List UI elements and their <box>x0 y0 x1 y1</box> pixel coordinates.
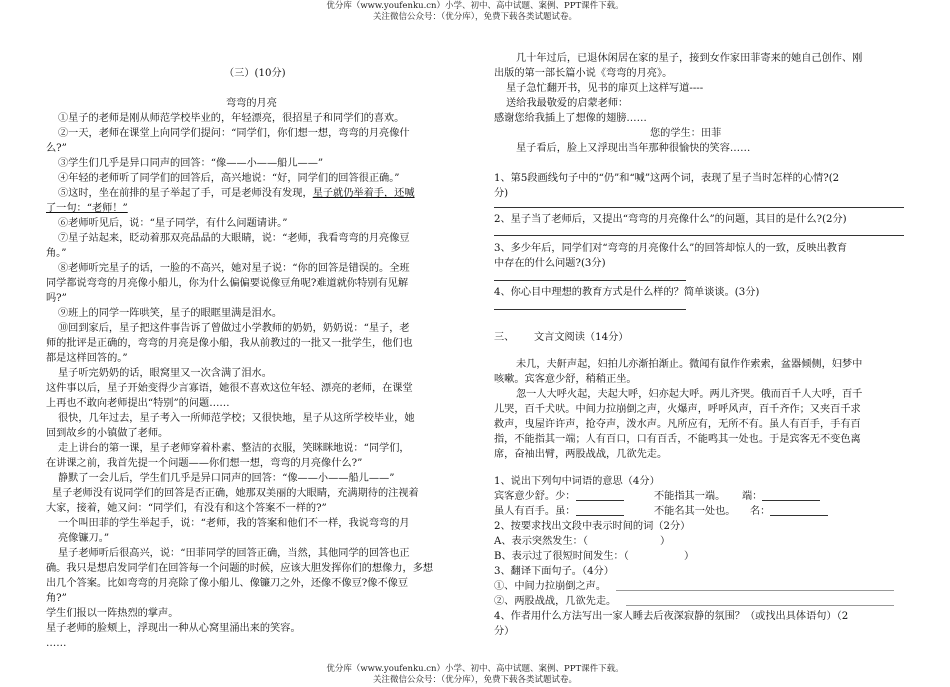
ellipsis: …… <box>46 638 67 649</box>
answer-line <box>616 590 894 591</box>
question-3-cont: 中存在的什么问题?(3分) <box>494 258 606 269</box>
paragraph-line: 都是这样回答的。” <box>46 353 128 364</box>
paragraph-line: 大家，接着，她又问：“同学们，有没有和这个答案不一样的?” <box>46 503 327 514</box>
paragraph-line: 回到故乡的小镇做了老师。 <box>46 428 169 439</box>
time-word-item: A、表示突然发生：（ <box>494 536 588 547</box>
question-1-cont: 分) <box>494 188 509 199</box>
vocab-prompt: 端： <box>742 491 763 502</box>
classical-question-4: 4、作者用什么方法写出一家人睡去后夜深寂静的氛围？（或找出具体语句）（2 <box>494 611 849 622</box>
vocab-item <box>494 489 624 504</box>
section-heading: （三）(10分) <box>224 68 286 79</box>
paragraph-line: 师的批评是正确的，弯弯的月亮是像小船，我从前教过的一批又一批学生，他们也 <box>46 338 413 349</box>
translation-item: ②、两股战战，几欲先走。 <box>494 596 617 607</box>
paragraph-line: 同学都说弯弯的月亮像小船儿，你为什么偏偏要说像豆角呢?难道就你特别有见解 <box>46 278 409 289</box>
vocab-item <box>494 504 624 519</box>
header-line-2: 关注微信公众号：（优分库），免费下载各类试题试卷。 <box>372 12 577 22</box>
paragraph-line: 感谢您给我插上了想像的翅膀…… <box>494 113 647 124</box>
signature-line: 您的学生：田菲 <box>650 128 722 139</box>
vocab-prompt: 不能指其一端。 <box>654 491 726 502</box>
paragraph-line: 星子看后，脸上又浮现出当年那种很愉快的笑容…… <box>516 143 751 154</box>
question-1: 1、第5段画线句子中的“仍”和“喊”这两个词，表现了星子当时怎样的心情?(2 <box>494 173 840 184</box>
classical-text-line: 救声，曳屋许许声，抢夺声，泼水声。凡所应有，无所不有。虽人有百手，手有百 <box>494 419 861 430</box>
paragraph-line: 一个叫田菲的学生举起手，说：“老师，我的答案和他们不一样，我说弯弯的月 <box>58 518 410 529</box>
classical-text-line: 席，奋袖出臂，两股战战，几欲先走。 <box>494 449 668 460</box>
underlined-sentence-end: 了一句：“老师！” <box>46 203 128 214</box>
paragraph-line: ⑧老师听完星子的话，一脸的不高兴，她对星子说：“你的回答是错误的。全班 <box>58 263 410 274</box>
classical-text-line: 儿哭，百千犬吠。中间力拉崩倒之声，火爆声，呼呼风声，百千齐作；又夹百千求 <box>494 404 861 415</box>
classical-text-line: 未几，夫鼾声起，妇拍儿亦渐拍渐止。微闻有鼠作作索索，盆器倾侧，妇梦中 <box>516 359 863 370</box>
paragraph-line: 角?” <box>46 593 67 604</box>
classical-question-3: 3、翻译下面句子。（4分） <box>494 566 614 577</box>
paragraph-line: 星子听完奶奶的话，眼窝里又一次含满了泪水。 <box>58 368 272 379</box>
paragraph-line <box>58 186 415 201</box>
paragraph-line: 上再也不敢向老师提出“特别”的问题…… <box>46 398 230 409</box>
header-line-1: 优分库（www.youfenku.cn）小学、初中、高中试题、案例、PPT课件下载。 <box>326 1 624 11</box>
footer-line-2: 关注微信公众号：（优分库），免费下载各类试题试卷。 <box>372 675 577 685</box>
answer-blank <box>576 505 624 516</box>
paragraph-line: 学生们报以一阵热烈的掌声。 <box>46 608 179 619</box>
paragraph-line: 这件事以后，星子开始变得少言寡语，她很不喜欢这位年轻、漂亮的老师，在课堂 <box>46 383 413 394</box>
vocab-item <box>750 504 828 519</box>
paragraph-line: 角。” <box>46 248 67 259</box>
answer-line <box>494 235 904 236</box>
paragraph-line: 亮像镰刀。” <box>58 533 110 544</box>
classical-text-line: 指，不能指其一端；人有百口，口有百舌，不能鸣其一处也。于是宾客无不变色离 <box>494 434 861 445</box>
paragraph-line: 出几个答案。比如弯弯的月亮除了像小船儿、像镰刀之外，还像不像豆?像不像豆 <box>46 578 409 589</box>
classical-question-2: 2、按要求找出文段中表示时间的词（2分） <box>494 521 691 532</box>
paragraph-line: 出版的第一部长篇小说《弯弯的月亮》。 <box>494 68 673 79</box>
paragraph-line: ⑨班上的同学一阵哄笑，星子的眼眶里满是泪水。 <box>58 308 283 319</box>
paragraph-line: ①星子的老师是刚从师范学校毕业的，年轻漂亮，很招星子和同学们的喜欢。 <box>58 113 405 124</box>
paragraph-line: 送给我最敬爱的启蒙老师： <box>506 98 629 109</box>
time-word-close: ） <box>660 536 671 547</box>
section-number: 三、 <box>494 332 515 343</box>
answer-blank <box>576 490 624 501</box>
footer-line-1: 优分库（www.youfenku.cn）小学、初中、高中试题、案例、PPT课件下载。 <box>326 664 624 674</box>
time-word-item: B、表示过了很短时间发生：（ <box>494 551 629 562</box>
classical-question-4-cont: 分） <box>494 626 515 637</box>
paragraph-line: 确。我只是想启发同学们在回答每一个问题的时候，应该大胆发挥你们的想像力，多想 <box>46 563 434 574</box>
paragraph-line: 星子急忙翻开书，见书的扉页上这样写道---- <box>506 83 704 94</box>
answer-line <box>494 309 686 310</box>
paragraph-line: 走上讲台的第一课，星子老师穿着朴素、整洁的衣服，笑眯眯地说：“同学们， <box>58 443 410 454</box>
paragraph-line: 星子老师的脸颊上，浮现出一种从心窝里涌出来的笑容。 <box>46 623 301 634</box>
paragraph-line: ⑦星子站起来，眨动着那双亮晶晶的大眼睛，说：“老师，我看弯弯的月亮像豆 <box>58 233 410 244</box>
section-heading: 文言文阅读（14分） <box>534 332 629 343</box>
paragraph-line: ⑥老师听见后，说：“星子同学，有什么问题请讲。” <box>58 218 288 229</box>
answer-line <box>494 280 686 281</box>
answer-blank <box>762 490 820 501</box>
underlined-sentence: 星子就仍举着手，还喊 <box>312 188 415 199</box>
paragraph-line: 么?” <box>46 143 67 154</box>
paragraph-line: 吗?” <box>46 293 67 304</box>
paragraph-text: ⑤这时，坐在前排的星子举起了手，可是老师没有发现， <box>58 188 313 199</box>
answer-line <box>494 207 904 208</box>
page-header <box>0 1 950 23</box>
question-2: 2、星子当了老师后，又提出“弯弯的月亮像什么”的问题，其目的是什么?(2分) <box>494 214 847 225</box>
paragraph-line: 几十年过后，已退休闲居在家的星子，接到女作家田菲寄来的她自己创作、刚 <box>516 53 863 64</box>
time-word-close: ） <box>684 551 695 562</box>
vocab-prompt: 名： <box>750 506 771 517</box>
paragraph-line: 很快，几年过去，星子考入一所师范学校；又很快地，星子从这所学校毕业，她 <box>58 413 415 424</box>
paragraph-line: 星子老师没有说同学们的回答是否正确，她那双美丽的大眼睛，充满期待的注视着 <box>52 488 419 499</box>
vocab-prompt: 不能名其一处也。 <box>654 506 736 517</box>
vocab-prompt: 宾客意少舒。少： <box>494 491 576 502</box>
vocab-prompt: 虽人有百手。虽： <box>494 506 576 517</box>
classical-text-line: 咳嗽。宾客意少舒，稍稍正坐。 <box>494 374 637 385</box>
vocab-item <box>742 489 820 504</box>
classical-text-line: 忽一人大呼火起，夫起大呼，妇亦起大呼。两儿齐哭。俄而百千人大呼，百千 <box>516 389 863 400</box>
paragraph-line: ⑩回到家后，星子把这件事告诉了曾做过小学教师的奶奶，奶奶说：“星子，老 <box>58 323 410 334</box>
answer-line <box>626 605 894 606</box>
paragraph-line: ③学生们几乎是异口同声的回答：“像——小——船儿——” <box>58 158 324 169</box>
paragraph-line: 星子老师听后很高兴，说：“田菲同学的回答正确，当然，其他同学的回答也正 <box>58 548 410 559</box>
paragraph-line: ④年轻的老师听了同学们的回答后，高兴地说：“好，同学们的回答很正确。” <box>58 173 400 184</box>
story-title: 弯弯的月亮 <box>226 98 277 109</box>
page-footer <box>0 664 950 686</box>
answer-blank <box>770 505 828 516</box>
question-3: 3、多少年后，同学们对“弯弯的月亮像什么”的回答却惊人的一致，反映出教育 <box>494 243 848 254</box>
paragraph-line: 静默了一会儿后，学生们几乎是异口同声的回答：“像——小——船儿——” <box>58 473 395 484</box>
translation-item: ①、中间力拉崩倒之声。 <box>494 581 607 592</box>
question-4: 4、你心目中理想的教育方式是什么样的？简单谈谈。(3分) <box>494 287 760 298</box>
paragraph-line: 在讲课之前，我首先提一个问题——你们想一想，弯弯的月亮像什么?” <box>46 458 363 469</box>
paragraph-line: ②一天，老师在课堂上向同学们提问：“同学们，你们想一想，弯弯的月亮像什 <box>58 128 410 139</box>
classical-question-1: 1、说出下列句中词语的意思（4分） <box>494 476 660 487</box>
